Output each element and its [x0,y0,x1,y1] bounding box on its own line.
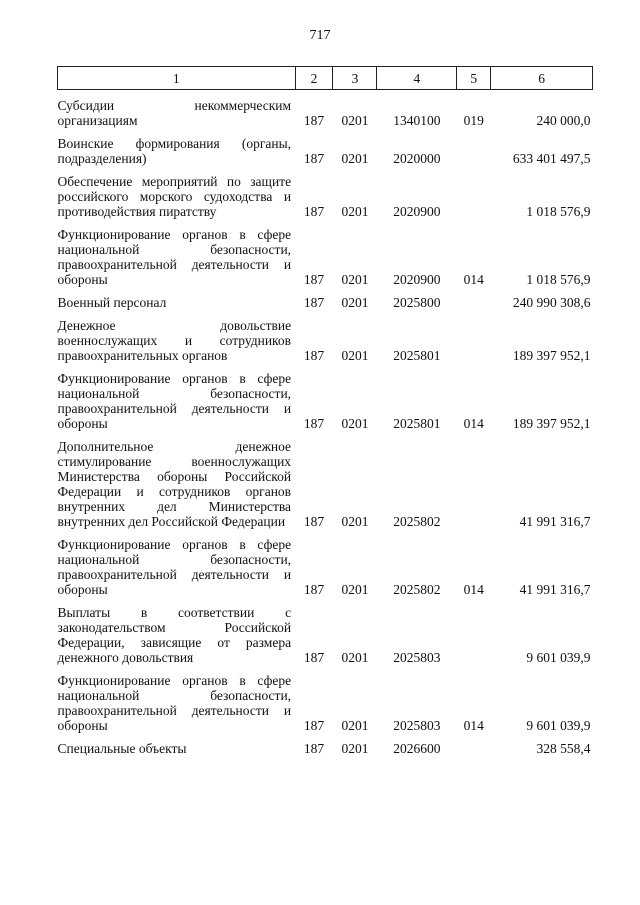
row-expense-type [457,128,491,166]
row-name: Субсидии некоммерческим организациям [57,98,292,128]
row-expense-type: 014 [463,582,484,597]
table-row [58,665,593,733]
row-name: Функционирование органов в сфере национальной безопасности, правоохранительной деятельности и обороны [57,227,292,287]
row-admin-code: 187 [303,650,325,665]
row-amount: 9 601 039,9 [526,718,591,733]
row-article-code: 2025802 [393,582,441,597]
row-section-code: 0201 [341,204,369,219]
row-article-code: 2020900 [393,204,441,219]
row-article-code: 2025800 [393,295,441,310]
row-amount: 189 397 952,1 [512,416,591,431]
row-article-code: 2025802 [393,514,441,529]
row-section-code: 0201 [341,348,369,363]
row-expense-type [457,310,491,363]
budget-table [57,66,593,756]
table-row [58,128,593,166]
table-row [58,431,593,529]
header-col-5: 5 [457,67,491,90]
header-row [58,67,593,90]
row-name: Воинские формирования (органы, подразделения) [57,136,292,166]
row-name: Функционирование органов в сфере национальной безопасности, правоохранительной деятельности и обороны [57,537,292,597]
row-section-code: 0201 [341,582,369,597]
row-amount: 1 018 576,9 [526,204,591,219]
row-section-code: 0201 [341,514,369,529]
table-header [58,67,593,90]
page-number: 717 [309,28,331,43]
row-amount: 1 018 576,9 [526,272,591,287]
table-row [58,529,593,597]
row-expense-type: 014 [463,272,484,287]
table-row [58,310,593,363]
row-article-code: 2025803 [393,718,441,733]
table-row [58,166,593,219]
row-section-code: 0201 [341,113,369,128]
table-row [58,597,593,665]
table-row [58,219,593,287]
row-admin-code: 187 [303,741,325,756]
row-admin-code: 187 [303,416,325,431]
header-col-6: 6 [491,67,593,90]
row-admin-code: 187 [303,718,325,733]
row-amount: 240 000,0 [536,113,591,128]
row-section-code: 0201 [341,416,369,431]
row-amount: 41 991 316,7 [519,582,591,597]
row-name: Обеспечение мероприятий по защите российского морского судоходства и противодействия пиратству [57,174,292,219]
row-section-code: 0201 [341,718,369,733]
row-name: Функционирование органов в сфере национальной безопасности, правоохранительной деятельности и обороны [57,673,292,733]
row-expense-type [457,597,491,665]
row-admin-code: 187 [303,113,325,128]
row-name: Денежное довольствие военнослужащих и сотрудников правоохранительных органов [57,318,292,363]
row-expense-type [457,287,491,310]
table-row [58,733,593,756]
row-amount: 633 401 497,5 [512,151,591,166]
row-article-code: 1340100 [393,113,441,128]
table-row [58,90,593,129]
row-expense-type: 014 [463,416,484,431]
row-name: Выплаты в соответствии с законодательством Российской Федерации, зависящие от размера денежного довольствия [57,605,292,665]
row-expense-type [457,733,491,756]
table-body [58,90,593,757]
row-amount: 41 991 316,7 [519,514,591,529]
row-admin-code: 187 [303,514,325,529]
header-col-3: 3 [333,67,377,90]
header-col-4: 4 [377,67,457,90]
row-article-code: 2025801 [393,416,441,431]
table-row [58,287,593,310]
row-admin-code: 187 [303,348,325,363]
row-name: Специальные объекты [57,741,187,756]
row-amount: 9 601 039,9 [526,650,591,665]
header-col-1: 1 [58,67,296,90]
row-admin-code: 187 [303,151,325,166]
row-article-code: 2020900 [393,272,441,287]
row-article-code: 2026600 [393,741,441,756]
row-article-code: 2020000 [393,151,441,166]
row-section-code: 0201 [341,741,369,756]
row-amount: 240 990 308,6 [512,295,591,310]
row-expense-type: 019 [463,113,484,128]
row-section-code: 0201 [341,151,369,166]
row-name: Военный персонал [57,295,167,310]
row-admin-code: 187 [303,204,325,219]
row-expense-type [457,431,491,529]
row-admin-code: 187 [303,582,325,597]
row-admin-code: 187 [303,295,325,310]
row-admin-code: 187 [303,272,325,287]
row-section-code: 0201 [341,295,369,310]
row-section-code: 0201 [341,272,369,287]
row-expense-type [457,166,491,219]
row-section-code: 0201 [341,650,369,665]
row-amount: 328 558,4 [536,741,591,756]
row-expense-type: 014 [463,718,484,733]
row-article-code: 2025803 [393,650,441,665]
header-col-2: 2 [295,67,333,90]
row-amount: 189 397 952,1 [512,348,591,363]
row-name: Дополнительное денежное стимулирование военнослужащих Министерства обороны Российской Федерации и сотрудников органов внутренних дел Министерства внутренних дел Российской Федерации [57,439,292,529]
row-article-code: 2025801 [393,348,441,363]
table-row [58,363,593,431]
row-name: Функционирование органов в сфере национальной безопасности, правоохранительной деятельности и обороны [57,371,292,431]
